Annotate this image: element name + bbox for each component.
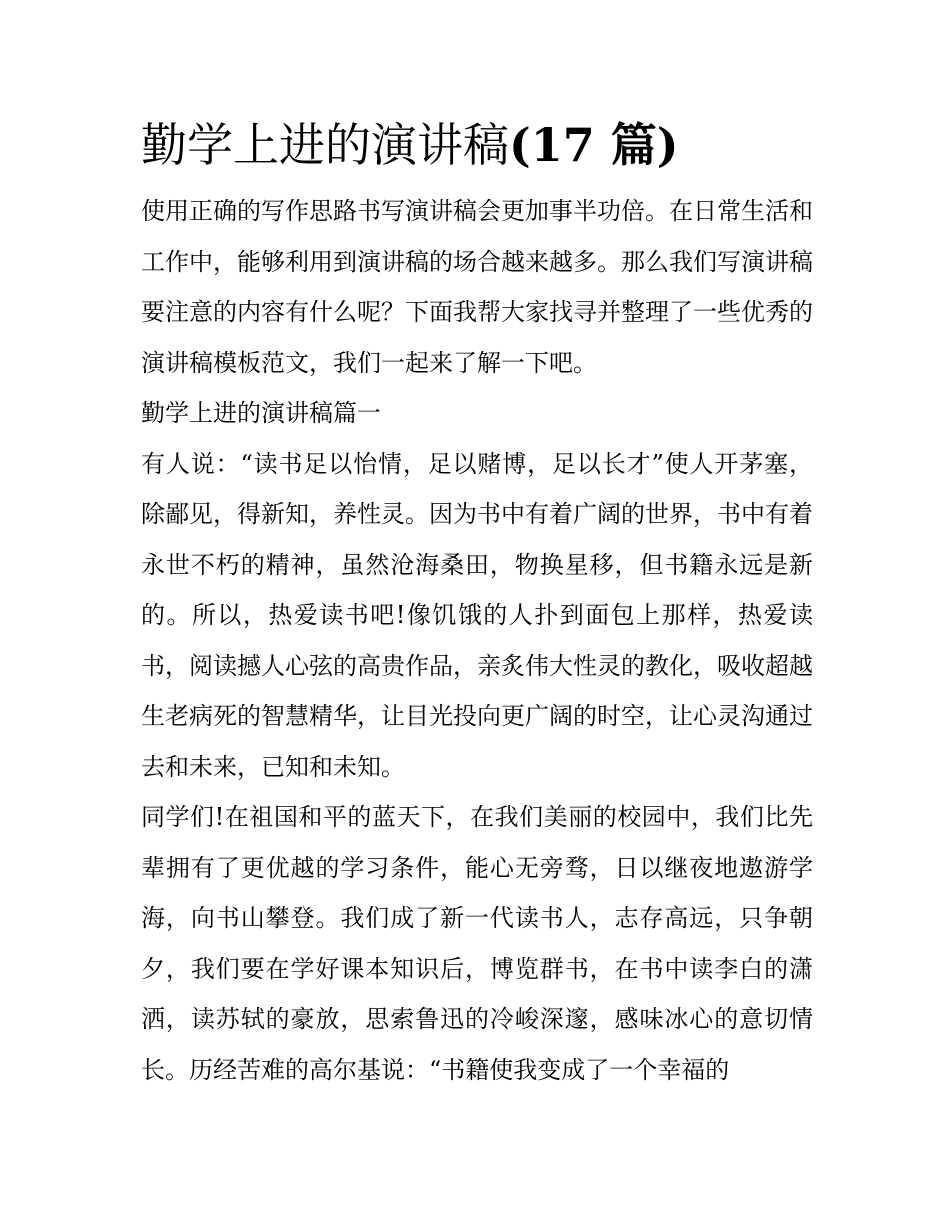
title-count: (17 篇)	[509, 118, 679, 172]
body-paragraph-2: 同学们!在祖国和平的蓝天下，在我们美丽的校园中，我们比先辈拥有了更优越的学习条件，能心无旁骛，日以继夜地遨游学海，向书山攀登。我们成了新一代读书人，志存高远，只争朝夕，我们要在学好课本知识后，博览群书，在书中读李白的潇洒，读苏轼的豪放，思索鲁迅的冷峻深邃，感味冰心的意切情长。历经苦难的高尔基说：“书籍使我变成了一个幸福的	[141, 803, 813, 1084]
body-paragraph-1: 有人说：“读书足以怡情，足以赌博，足以长才”使人开茅塞，除鄙见，得新知，养性灵。因为书中有着广阔的世界，书中有着永世不朽的精神，虽然沧海桑田，物换星移，但书籍永远是新的。所以，热爱读书吧!像饥饿的人扑到面包上那样，热爱读书，阅读撼人心弦的高贵作品，亲炙伟大性灵的教化，吸收超越生老病死的智慧精华，让目光投向更广阔的时空，让心灵沟通过去和未来，已知和未知。	[141, 449, 813, 781]
section-heading: 勤学上进的演讲稿篇一	[141, 399, 381, 427]
title-text: 勤学上进的演讲稿	[141, 118, 509, 172]
document-title	[141, 112, 813, 178]
document-page	[141, 112, 813, 1095]
intro-paragraph: 使用正确的写作思路书写演讲稿会更加事半功倍。在日常生活和工作中，能够利用到演讲稿的场合越来越多。那么我们写演讲稿要注意的内容有什么呢？下面我帮大家找寻并整理了一些优秀的演讲稿模板范文，我们一起来了解一下吧。	[141, 197, 813, 377]
